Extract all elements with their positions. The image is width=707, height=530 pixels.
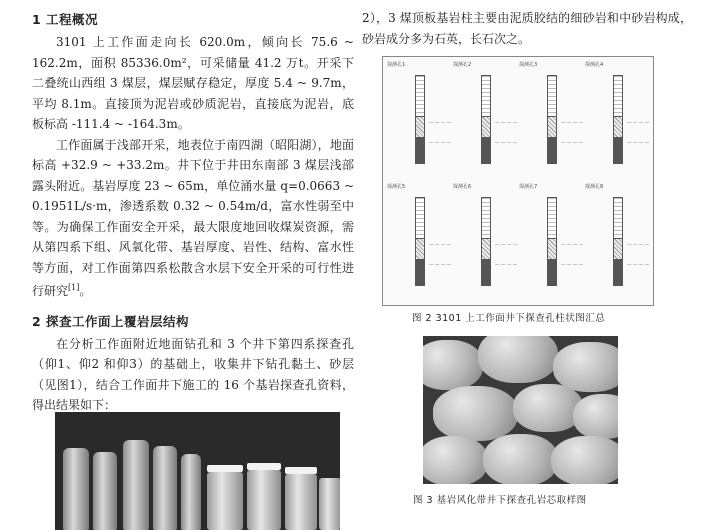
left-column [32,0,354,416]
section-2-paragraph-1: 在分析工作面附近地面钻孔和 3 个井下第四系探查孔（仰1、仰2 和仰3）的基础上，收集井下钻孔黏土、砂层（见图1），结合工作面井下施工的 16 个基岩探查孔资料，得出结果如下： [32,336,354,412]
figure-2-caption: 图 2 3101 上工作面井下探查孔柱状图汇总 [412,313,606,324]
rock-core-sample-photo [423,336,618,484]
borehole-column: 探测孔6 — — — — — — — — [451,183,569,301]
borehole-column: 探测孔5 — — — — — — — — [385,183,503,301]
borehole-column: 探测孔8 — — — — — — — — [583,183,701,301]
right-paragraph: 2），3 煤顶板基岩柱主要由泥质胶结的细砂岩和中砂岩构成，砂岩成分多为石英，长石次之。 [362,11,692,46]
section-2-heading: 2 探查工作面上覆岩层结构 [32,313,190,329]
section-1-paragraph-2: 工作面属于浅部开采，地表位于南四湖（昭阳湖），地面标高 +32.9 ~ +33.2m。井下位于井田东南部 3 煤层浅部露头附近。基岩厚度 23 ~ 65m，单位涌水量 q=0.0663 ~ 0.1951L/s·m，渗透系数 0.32 ~ 0.54m/d，富水性弱至中等。为确保工作面安全开采，最大限度地回收煤炭资源，需从第四系下组、风氧化带、基岩厚度、岩性、结构、富水性等方面，对工作面第四系松散含水层下安全开采的可行性进行研究[1]。 [32,137,354,298]
sample-bottles-photo [55,412,340,530]
borehole-column: 探测孔1 — — — — — — — — [385,61,503,179]
figure-3-caption: 图 3 基岩风化带井下探查孔岩芯取样图 [413,495,587,506]
borehole-column: 探测孔4 — — — — — — — — [583,61,701,179]
figure-2-borehole-columns [382,56,654,306]
right-column [362,0,692,49]
borehole-column: 探测孔2 — — — — — — — — [451,61,569,179]
borehole-column: 探测孔3 — — — — — — — — [517,61,635,179]
citation-1[interactable]: [1] [68,283,80,292]
section-1-heading: 1 工程概况 [32,12,99,27]
section-1-paragraph-1: 3101 上工作面走向长 620.0m，倾向长 75.6 ~ 162.2m，面积 85336.0m²，可采储量 41.2 万t。开采下二叠统山西组 3 煤层，煤层赋存稳定，厚度 5.4 ~ 9.7m，平均 8.1m。直接顶为泥岩或砂质泥岩，直接底为泥岩，底板标高 -111.4 ~ -164.3m。 [32,35,354,131]
borehole-column: 探测孔7 — — — — — — — — [517,183,635,301]
